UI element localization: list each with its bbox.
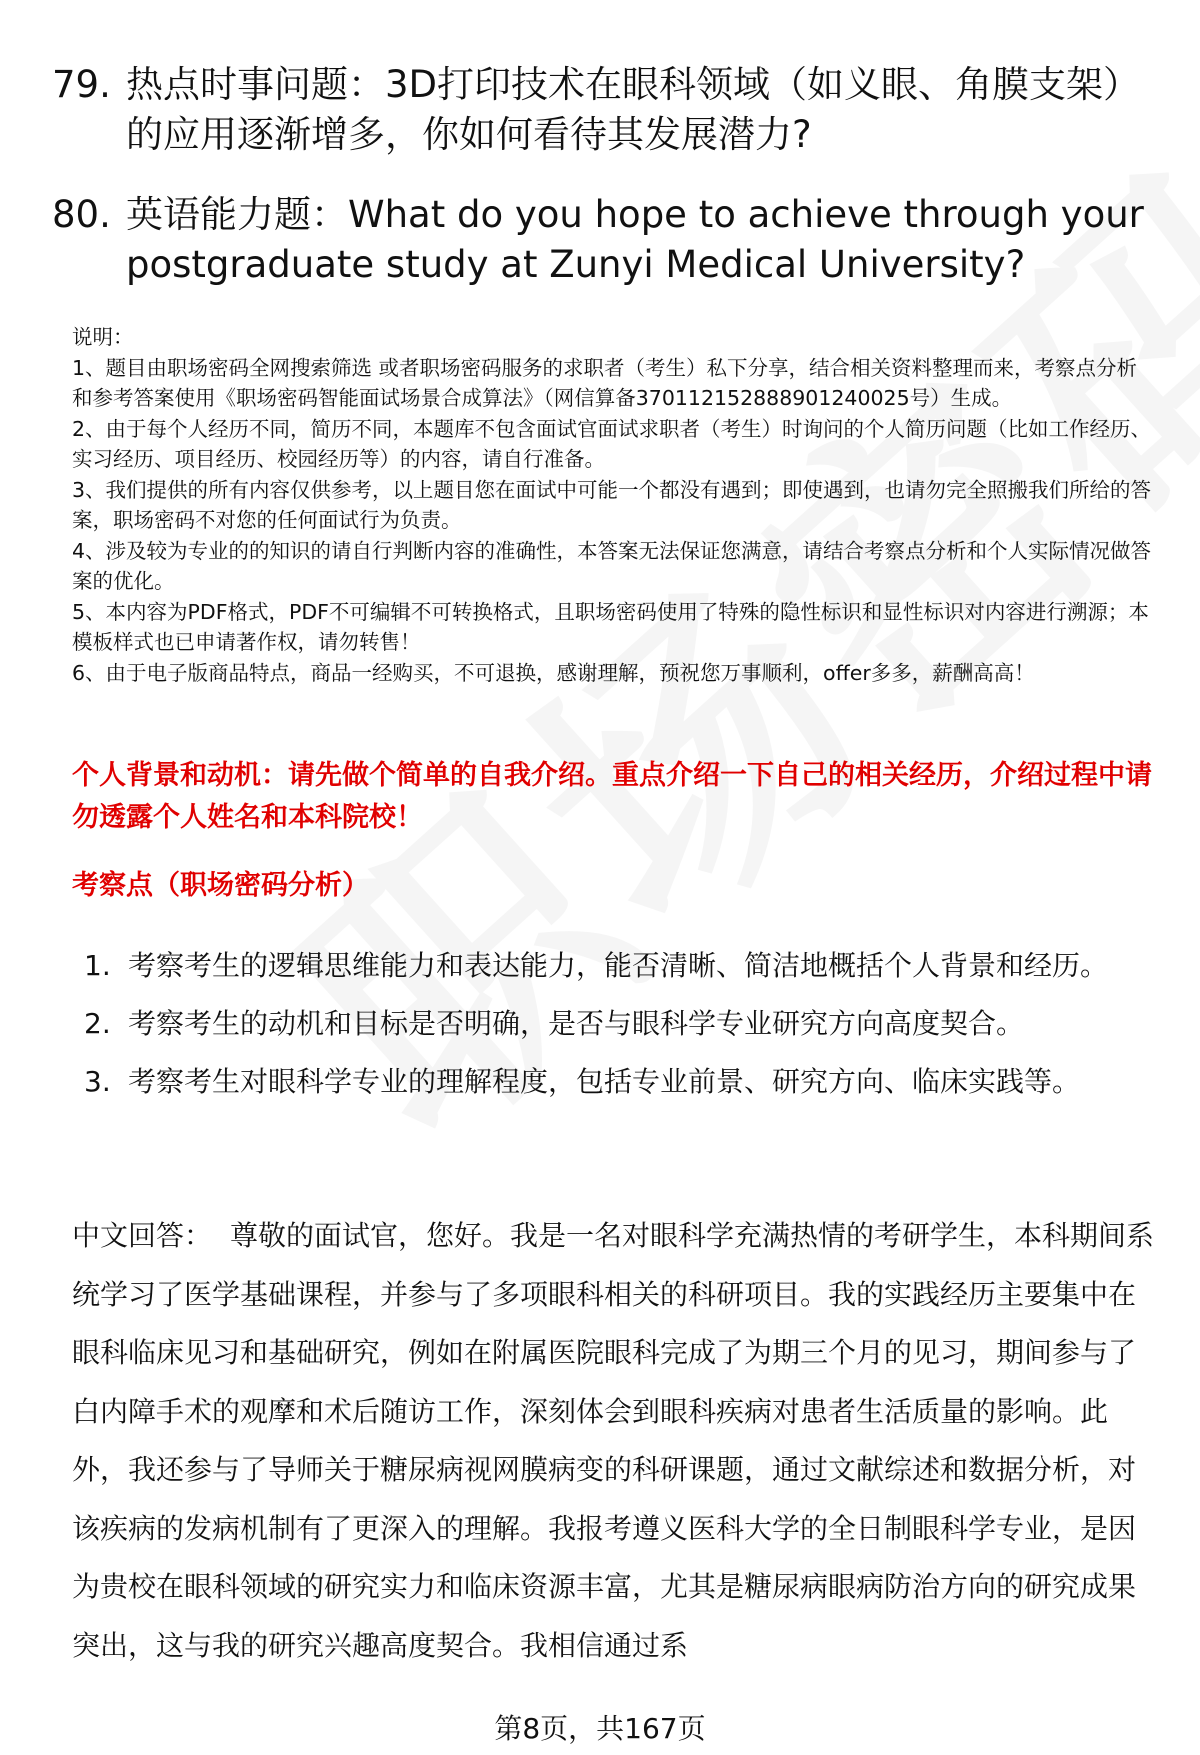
page-footer: 第8页，共167页: [494, 1712, 706, 1745]
note-item: 6、由于电子版商品特点，商品一经购买，不可退换，感谢理解，预祝您万事顺利，offer多多，薪酬高高！: [72, 660, 1035, 685]
notes-title: 说明：: [72, 325, 134, 349]
analysis-heading: 考察点（职场密码分析）: [72, 870, 369, 901]
question-number: 80.: [52, 193, 111, 236]
question-text: 热点时事问题：3D打印技术在眼科领域（如义眼、角膜支架）的应用逐渐增多，你如何看待其发展潜力?: [126, 63, 1141, 156]
point-text: 考察考生的逻辑思维能力和表达能力，能否清晰、简洁地概括个人背景和经历。: [128, 949, 1109, 982]
note-item: 3、我们提供的所有内容仅供参考，以上题目您在面试中可能一个都没有遇到；即使遇到，也请勿完全照搬我们所给的答案，职场密码不对您的任何面试行为负责。: [72, 477, 1152, 532]
question-number: 79.: [52, 63, 111, 106]
point-text: 考察考生的动机和目标是否明确，是否与眼科学专业研究方向高度契合。: [128, 1007, 1025, 1040]
note-item: 1、题目由职场密码全网搜索筛选 或者职场密码服务的求职者（考生）私下分享，结合相关资料整理而来，考察点分析和参考答案使用《职场密码智能面试场景合成算法》（网信算备370112152888901240025号）生成。: [72, 355, 1138, 410]
analysis-point: [84, 1053, 1164, 1111]
analysis-point: [84, 995, 1164, 1053]
point-number: 1.: [84, 949, 111, 982]
point-number: 2.: [84, 1007, 111, 1040]
point-number: 3.: [84, 1065, 111, 1098]
analysis-point: [84, 937, 1164, 995]
note-item: 4、涉及较为专业的的知识的请自行判断内容的准确性，本答案无法保证您满意，请结合考察点分析和个人实际情况做答案的优化。: [72, 538, 1152, 593]
answer-text: 尊敬的面试官，您好。我是一名对眼科学充满热情的考研学生，本科期间系统学习了医学基础课程，并参与了多项眼科相关的科研项目。我的实践经历主要集中在眼科临床见习和基础研究，例如在附属医院眼科完成了为期三个月的见习，期间参与了白内障手术的观摩和术后随访工作，深刻体会到眼科疾病对患者生活质量的影响。此外，我还参与了导师关于糖尿病视网膜病变的科研课题，通过文献综述和数据分析，对该疾病的发病机制有了更深入的理解。我报考遵义医科大学的全日制眼科学专业，是因为贵校在眼科领域的研究实力和临床资源丰富，尤其是糖尿病眼病防治方向的研究成果突出，这与我的研究兴趣高度契合。我相信通过系: [72, 1219, 1155, 1662]
intro-question-heading: 个人背景和动机：请先做个简单的自我介绍。重点介绍一下自己的相关经历，介绍过程中请勿透露个人姓名和本科院校！: [72, 760, 1152, 833]
point-text: 考察考生对眼科学专业的理解程度，包括专业前景、研究方向、临床实践等。: [128, 1065, 1081, 1098]
notes-section: [72, 322, 1152, 688]
note-item: 5、本内容为PDF格式，PDF不可编辑不可转换格式，且职场密码使用了特殊的隐性标识和显性标识对内容进行溯源；本模板样式也已申请著作权，请勿转售！: [72, 599, 1149, 654]
chinese-answer: [72, 1207, 1160, 1675]
analysis-points: [84, 937, 1164, 1111]
question-80: [52, 190, 1162, 290]
question-79: [52, 60, 1162, 160]
note-item: 2、由于每个人经历不同，简历不同，本题库不包含面试官面试求职者（考生）时询问的个人简历问题（比如工作经历、实习经历、项目经历、校园经历等）的内容，请自行准备。: [72, 416, 1152, 471]
question-text: 英语能力题：What do you hope to achieve through your postgraduate study at Zunyi Medical University?: [126, 193, 1144, 286]
answer-label: 中文回答：: [72, 1219, 213, 1252]
